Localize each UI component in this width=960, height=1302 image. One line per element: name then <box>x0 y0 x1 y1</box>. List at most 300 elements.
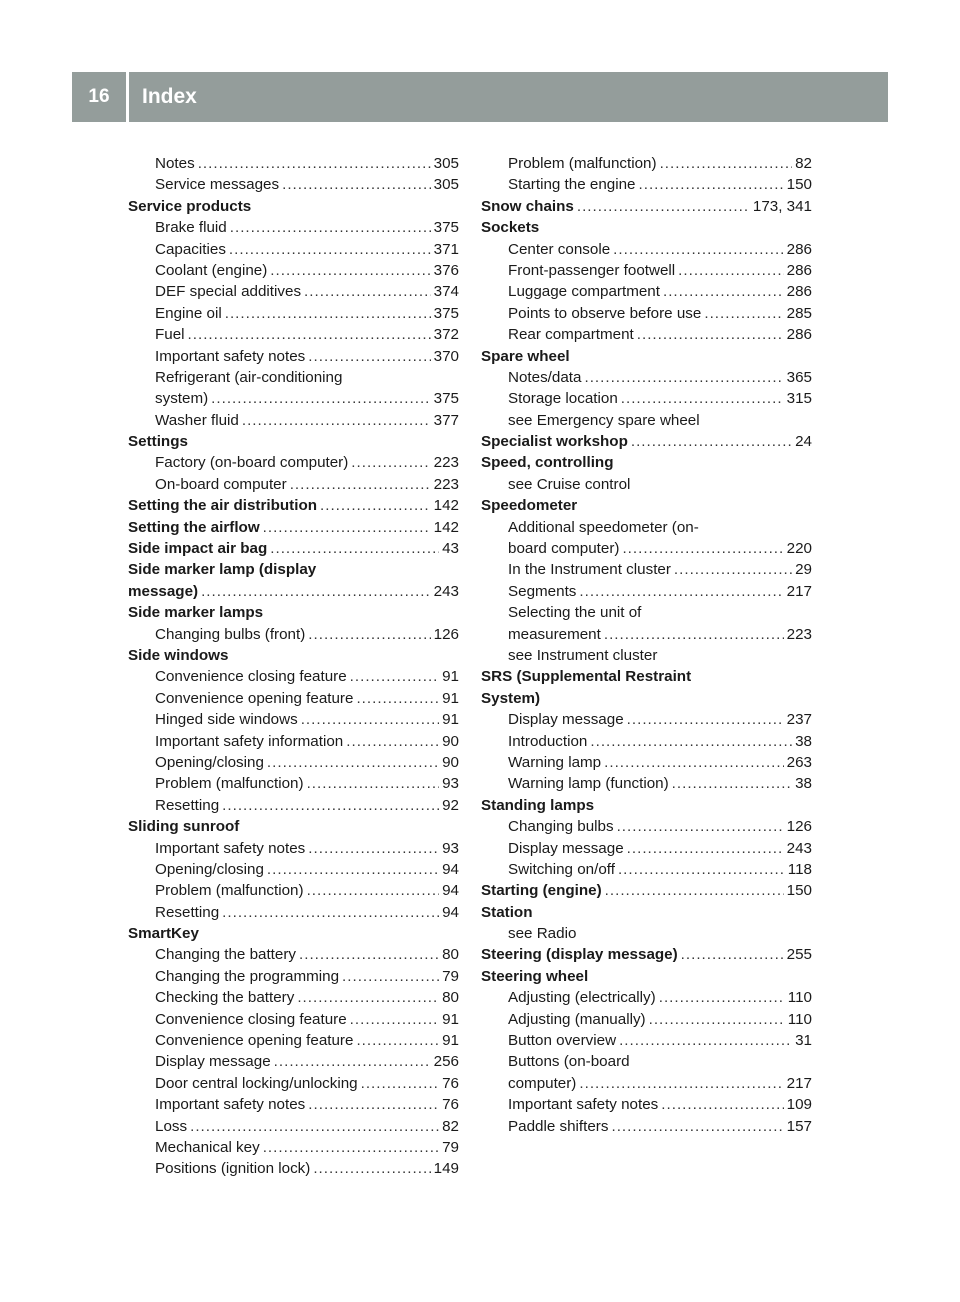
index-entry <box>128 538 459 559</box>
entry-label: Positions (ignition lock) <box>155 1160 311 1178</box>
index-subentry <box>481 260 812 281</box>
index-subentry <box>481 324 812 345</box>
entry-label: see Instrument cluster <box>508 646 658 664</box>
dot-leader <box>267 859 439 880</box>
entry-page-number: 91 <box>442 1032 459 1050</box>
index-entry <box>128 645 459 666</box>
entry-page-number: 263 <box>786 753 812 771</box>
entry-label: Button overview <box>508 1032 617 1050</box>
dot-leader <box>201 581 431 602</box>
entry-label: Side windows <box>128 646 229 664</box>
index-subentry <box>128 1116 459 1137</box>
index-subentry <box>481 581 812 602</box>
entry-page-number: 79 <box>442 1138 459 1156</box>
entry-page-number: 126 <box>786 818 812 836</box>
index-subentry <box>128 346 459 367</box>
index-subentry <box>481 538 812 559</box>
index-subentry <box>481 816 812 837</box>
dot-leader <box>274 1051 431 1072</box>
page-number: 16 <box>88 86 110 107</box>
index-subentry <box>481 838 812 859</box>
entry-label: Points to observe before use <box>508 304 702 322</box>
index-subentry <box>128 174 459 195</box>
entry-label: Engine oil <box>155 304 222 322</box>
entry-page-number: 286 <box>786 240 812 258</box>
entry-page-number: 142 <box>433 518 459 536</box>
entry-page-number: 217 <box>786 1074 812 1092</box>
header-divider <box>126 72 129 122</box>
entry-label: In the Instrument cluster <box>508 561 671 579</box>
entry-label: Door central locking/unlocking <box>155 1074 358 1092</box>
entry-label: Spare wheel <box>481 347 570 365</box>
entry-label: Changing the programming <box>155 967 340 985</box>
index-subentry <box>128 452 459 473</box>
index-subentry <box>128 410 459 431</box>
entry-page-number: 223 <box>433 475 459 493</box>
index-subentry <box>481 303 812 324</box>
entry-page-number: 371 <box>433 240 459 258</box>
dot-leader <box>678 260 784 281</box>
entry-page-number: 375 <box>433 304 459 322</box>
entry-page-number: 286 <box>786 283 812 301</box>
index-subentry <box>128 987 459 1008</box>
index-subentry <box>128 688 459 709</box>
index-entry <box>128 602 459 623</box>
entry-page-number: 76 <box>442 1096 459 1114</box>
index-entry <box>128 559 459 580</box>
entry-label: Refrigerant (air-conditioning <box>155 368 343 386</box>
entry-label: see Radio <box>508 925 577 943</box>
entry-label: Important safety information <box>155 732 344 750</box>
index-entry <box>481 902 812 923</box>
index-subentry <box>128 838 459 859</box>
entry-page-number: 150 <box>786 176 812 194</box>
index-entry <box>481 346 812 367</box>
dot-leader <box>308 624 430 645</box>
dot-leader <box>282 174 431 195</box>
index-entry <box>481 795 812 816</box>
dot-leader <box>618 859 785 880</box>
entry-page-number: 126 <box>433 625 459 643</box>
index-subentry <box>128 624 459 645</box>
entry-page-number: 243 <box>786 839 812 857</box>
entry-page-number: 93 <box>442 775 459 793</box>
index-entry <box>128 923 459 944</box>
index-entry <box>128 581 459 602</box>
dot-leader <box>190 1116 439 1137</box>
entry-label: Resetting <box>155 903 220 921</box>
index-subentry <box>481 709 812 730</box>
dot-leader <box>637 324 784 345</box>
index-entry <box>128 495 459 516</box>
entry-label: Center console <box>508 240 611 258</box>
entry-label: Changing the battery <box>155 946 297 964</box>
entry-page-number: 372 <box>433 326 459 344</box>
index-subentry <box>128 153 459 174</box>
entry-label: Buttons (on-board <box>508 1053 630 1071</box>
dot-leader <box>611 1116 783 1137</box>
entry-label: Mechanical key <box>155 1138 260 1156</box>
entry-label: SRS (Supplemental Restraint <box>481 668 692 686</box>
dot-leader <box>621 388 784 409</box>
dot-leader <box>659 987 785 1008</box>
entry-label: Storage location <box>508 390 618 408</box>
entry-label: Rear compartment <box>508 326 634 344</box>
entry-page-number: 79 <box>442 967 459 985</box>
dot-leader <box>313 1158 430 1179</box>
entry-page-number: 24 <box>795 433 812 451</box>
index-subentry <box>481 773 812 794</box>
entry-page-number: 76 <box>442 1074 459 1092</box>
entry-label: system) <box>155 390 209 408</box>
index-entry <box>128 196 459 217</box>
section-title: Index <box>142 85 197 108</box>
entry-label: board computer) <box>508 540 620 558</box>
entry-page-number: 305 <box>433 176 459 194</box>
index-subentry <box>481 1051 812 1072</box>
entry-page-number: 286 <box>786 326 812 344</box>
entry-label: Important safety notes <box>155 839 306 857</box>
entry-label: Opening/closing <box>155 753 264 771</box>
dot-leader <box>361 1073 439 1094</box>
entry-label: Notes/data <box>508 368 582 386</box>
dot-leader <box>188 324 431 345</box>
index-subentry <box>481 388 812 409</box>
index-entry <box>481 452 812 473</box>
entry-page-number: 286 <box>786 261 812 279</box>
index-subentry <box>128 752 459 773</box>
entry-page-number: 91 <box>442 711 459 729</box>
entry-label: Convenience opening feature <box>155 1032 354 1050</box>
dot-leader <box>304 281 431 302</box>
index-subentry <box>481 1009 812 1030</box>
index-subentry <box>128 944 459 965</box>
entry-page-number: 82 <box>442 1117 459 1135</box>
dot-leader <box>270 260 430 281</box>
entry-page-number: 237 <box>786 711 812 729</box>
dot-leader <box>290 474 431 495</box>
entry-page-number: 305 <box>433 155 459 172</box>
dot-leader <box>307 773 440 794</box>
index-subentry <box>128 474 459 495</box>
index-entry <box>481 880 812 901</box>
index-subentry <box>128 324 459 345</box>
entry-label: Switching on/off <box>508 860 615 878</box>
entry-label: Opening/closing <box>155 860 264 878</box>
dot-leader <box>270 538 439 559</box>
dot-leader <box>579 581 783 602</box>
index-subentry <box>128 260 459 281</box>
entry-label: Setting the air distribution <box>128 497 317 515</box>
entry-label: Snow chains <box>481 197 574 215</box>
entry-page-number: 31 <box>795 1032 812 1050</box>
dot-leader <box>351 452 430 473</box>
dot-leader <box>307 880 440 901</box>
index-subentry <box>128 367 459 388</box>
dot-leader <box>704 303 783 324</box>
index-subentry <box>481 174 812 195</box>
entry-label: Convenience closing feature <box>155 668 347 686</box>
entry-label: Brake fluid <box>155 219 227 237</box>
dot-leader <box>617 816 784 837</box>
index-subentry <box>128 902 459 923</box>
index-subentry <box>481 474 812 495</box>
entry-page-number: 375 <box>433 390 459 408</box>
entry-label: Convenience opening feature <box>155 689 354 707</box>
index-subentry <box>481 281 812 302</box>
index-subentry <box>128 388 459 409</box>
entry-page-number: 109 <box>786 1096 812 1114</box>
entry-page-number: 38 <box>795 732 812 750</box>
index-subentry <box>128 880 459 901</box>
entry-label: Service messages <box>155 176 280 194</box>
entry-label: Warning lamp <box>508 753 602 771</box>
entry-label: Capacities <box>155 240 226 258</box>
entry-label: Selecting the unit of <box>508 604 642 622</box>
entry-page-number: 93 <box>442 839 459 857</box>
entry-label: Steering wheel <box>481 967 589 985</box>
dot-leader <box>198 153 431 174</box>
index-subentry <box>481 624 812 645</box>
index-entry <box>128 431 459 452</box>
entry-label: Changing bulbs <box>508 818 614 836</box>
dot-leader <box>613 239 784 260</box>
entry-page-number: 80 <box>442 989 459 1007</box>
index-entry <box>481 688 812 709</box>
dot-leader <box>222 902 439 923</box>
entry-label: Problem (malfunction) <box>508 155 657 172</box>
entry-label: Display message <box>508 711 624 729</box>
entry-page-number: 255 <box>786 946 812 964</box>
entry-label: Sliding sunroof <box>128 818 240 836</box>
index-subentry <box>481 367 812 388</box>
entry-page-number: 38 <box>795 775 812 793</box>
entry-label: Side impact air bag <box>128 540 268 558</box>
dot-leader <box>577 196 750 217</box>
dot-leader <box>263 517 431 538</box>
entry-label: Side marker lamps <box>128 604 264 622</box>
index-subentry <box>128 303 459 324</box>
entry-label: Speed, controlling <box>481 454 614 472</box>
dot-leader <box>242 410 431 431</box>
dot-leader <box>660 153 793 174</box>
entry-page-number: 220 <box>786 540 812 558</box>
entry-label: Specialist workshop <box>481 433 628 451</box>
entry-page-number: 223 <box>433 454 459 472</box>
entry-page-number: 29 <box>795 561 812 579</box>
dot-leader <box>299 944 439 965</box>
dot-leader <box>590 731 792 752</box>
dot-leader <box>627 838 784 859</box>
dot-leader <box>229 239 431 260</box>
dot-leader <box>605 880 784 901</box>
entry-label: Service products <box>128 197 252 215</box>
entry-label: Checking the battery <box>155 989 295 1007</box>
entry-label: Changing bulbs (front) <box>155 625 306 643</box>
dot-leader <box>301 709 439 730</box>
entry-page-number: 243 <box>433 582 459 600</box>
entry-label: Hinged side windows <box>155 711 298 729</box>
entry-label: DEF special additives <box>155 283 302 301</box>
dot-leader <box>342 966 439 987</box>
entry-page-number: 91 <box>442 689 459 707</box>
dot-leader <box>230 217 431 238</box>
entry-label: Fuel <box>155 326 185 344</box>
entry-label: On-board computer <box>155 475 287 493</box>
dot-leader <box>308 1094 439 1115</box>
index-subentry <box>128 1137 459 1158</box>
dot-leader <box>225 303 431 324</box>
index-column-right <box>481 153 812 1137</box>
entry-page-number: 91 <box>442 1010 459 1028</box>
index-subentry <box>128 1051 459 1072</box>
dot-leader <box>627 709 784 730</box>
entry-label: Station <box>481 903 533 921</box>
entry-page-number: 377 <box>433 411 459 429</box>
index-subentry <box>128 709 459 730</box>
index-subentry <box>128 1030 459 1051</box>
entry-label: Side marker lamp (display <box>128 561 317 579</box>
entry-label: SmartKey <box>128 925 199 943</box>
index-subentry <box>481 1094 812 1115</box>
entry-label: Adjusting (electrically) <box>508 989 656 1007</box>
entry-label: Front-passenger footwell <box>508 261 676 279</box>
dot-leader <box>649 1009 785 1030</box>
entry-label: Important safety notes <box>155 1096 306 1114</box>
entry-label: measurement <box>508 625 601 643</box>
entry-page-number: 110 <box>787 1010 812 1028</box>
index-subentry <box>128 217 459 238</box>
index-subentry <box>481 602 812 623</box>
entry-label: Introduction <box>508 732 588 750</box>
dot-leader <box>631 431 792 452</box>
dot-leader <box>308 838 439 859</box>
entry-page-number: 365 <box>786 368 812 386</box>
entry-page-number: 142 <box>433 497 459 515</box>
dot-leader <box>619 1030 792 1051</box>
entry-page-number: 118 <box>787 860 812 878</box>
entry-page-number: 94 <box>442 860 459 878</box>
entry-page-number: 315 <box>786 390 812 408</box>
entry-label: Luggage compartment <box>508 283 660 301</box>
index-subentry <box>481 645 812 666</box>
entry-page-number: 256 <box>433 1053 459 1071</box>
entry-label: Starting the engine <box>508 176 636 194</box>
index-subentry <box>128 966 459 987</box>
dot-leader <box>356 688 439 709</box>
dot-leader <box>297 987 439 1008</box>
entry-label: Sockets <box>481 219 540 237</box>
entry-page-number: 374 <box>433 283 459 301</box>
entry-page-number: 370 <box>433 347 459 365</box>
dot-leader <box>356 1030 439 1051</box>
entry-label: Coolant (engine) <box>155 261 268 279</box>
index-subentry <box>481 153 812 174</box>
entry-page-number: 217 <box>786 582 812 600</box>
index-subentry <box>481 859 812 880</box>
index-subentry <box>481 752 812 773</box>
entry-label: Notes <box>155 155 195 172</box>
index-subentry <box>481 517 812 538</box>
index-subentry <box>128 1009 459 1030</box>
entry-page-number: 157 <box>786 1117 812 1135</box>
entry-label: Standing lamps <box>481 796 595 814</box>
dot-leader <box>584 367 783 388</box>
index-entry <box>481 217 812 238</box>
dot-leader <box>674 559 792 580</box>
dot-leader <box>308 346 430 367</box>
entry-label: Important safety notes <box>155 347 306 365</box>
entry-label: Additional speedometer (on- <box>508 518 699 536</box>
index-entry <box>481 966 812 987</box>
entry-page-number: 375 <box>433 219 459 237</box>
index-subentry <box>481 1073 812 1094</box>
entry-label: see Emergency spare wheel <box>508 411 700 429</box>
entry-page-number: 94 <box>442 882 459 900</box>
dot-leader <box>622 538 783 559</box>
index-subentry <box>481 1030 812 1051</box>
index-subentry <box>128 859 459 880</box>
dot-leader <box>346 731 439 752</box>
entry-label: Important safety notes <box>508 1096 659 1114</box>
entry-label: computer) <box>508 1074 577 1092</box>
entry-label: see Cruise control <box>508 475 631 493</box>
dot-leader <box>267 752 439 773</box>
index-subentry <box>128 281 459 302</box>
entry-page-number: 110 <box>787 989 812 1007</box>
entry-label: Resetting <box>155 796 220 814</box>
dot-leader <box>350 1009 439 1030</box>
entry-label: Speedometer <box>481 497 578 515</box>
dot-leader <box>639 174 784 195</box>
dot-leader <box>211 388 431 409</box>
index-entry <box>128 816 459 837</box>
entry-page-number: 376 <box>433 261 459 279</box>
entry-page-number: 90 <box>442 753 459 771</box>
entry-label: message) <box>128 582 199 600</box>
entry-label: Problem (malfunction) <box>155 775 304 793</box>
entry-label: Washer fluid <box>155 411 239 429</box>
index-subentry <box>128 731 459 752</box>
entry-label: Starting (engine) <box>481 882 602 900</box>
entry-label: Display message <box>508 839 624 857</box>
entry-page-number: 285 <box>786 304 812 322</box>
entry-label: Convenience closing feature <box>155 1010 347 1028</box>
entry-label: System) <box>481 689 541 707</box>
entry-page-number: 92 <box>442 796 459 814</box>
dot-leader <box>320 495 431 516</box>
index-entry <box>481 431 812 452</box>
entry-page-number: 91 <box>442 668 459 686</box>
entry-page-number: 150 <box>786 882 812 900</box>
entry-page-number: 82 <box>795 155 812 172</box>
dot-leader <box>579 1073 783 1094</box>
dot-leader <box>222 795 439 816</box>
entry-page-number: 173, 341 <box>752 197 812 215</box>
index-subentry <box>481 559 812 580</box>
entry-label: Display message <box>155 1053 271 1071</box>
entry-label: Warning lamp (function) <box>508 775 669 793</box>
dot-leader <box>681 944 784 965</box>
dot-leader <box>350 666 439 687</box>
index-subentry <box>128 239 459 260</box>
entry-label: Segments <box>508 582 577 600</box>
dot-leader <box>661 1094 783 1115</box>
entry-label: Steering (display message) <box>481 946 678 964</box>
index-subentry <box>481 987 812 1008</box>
dot-leader <box>604 624 784 645</box>
index-subentry <box>128 795 459 816</box>
